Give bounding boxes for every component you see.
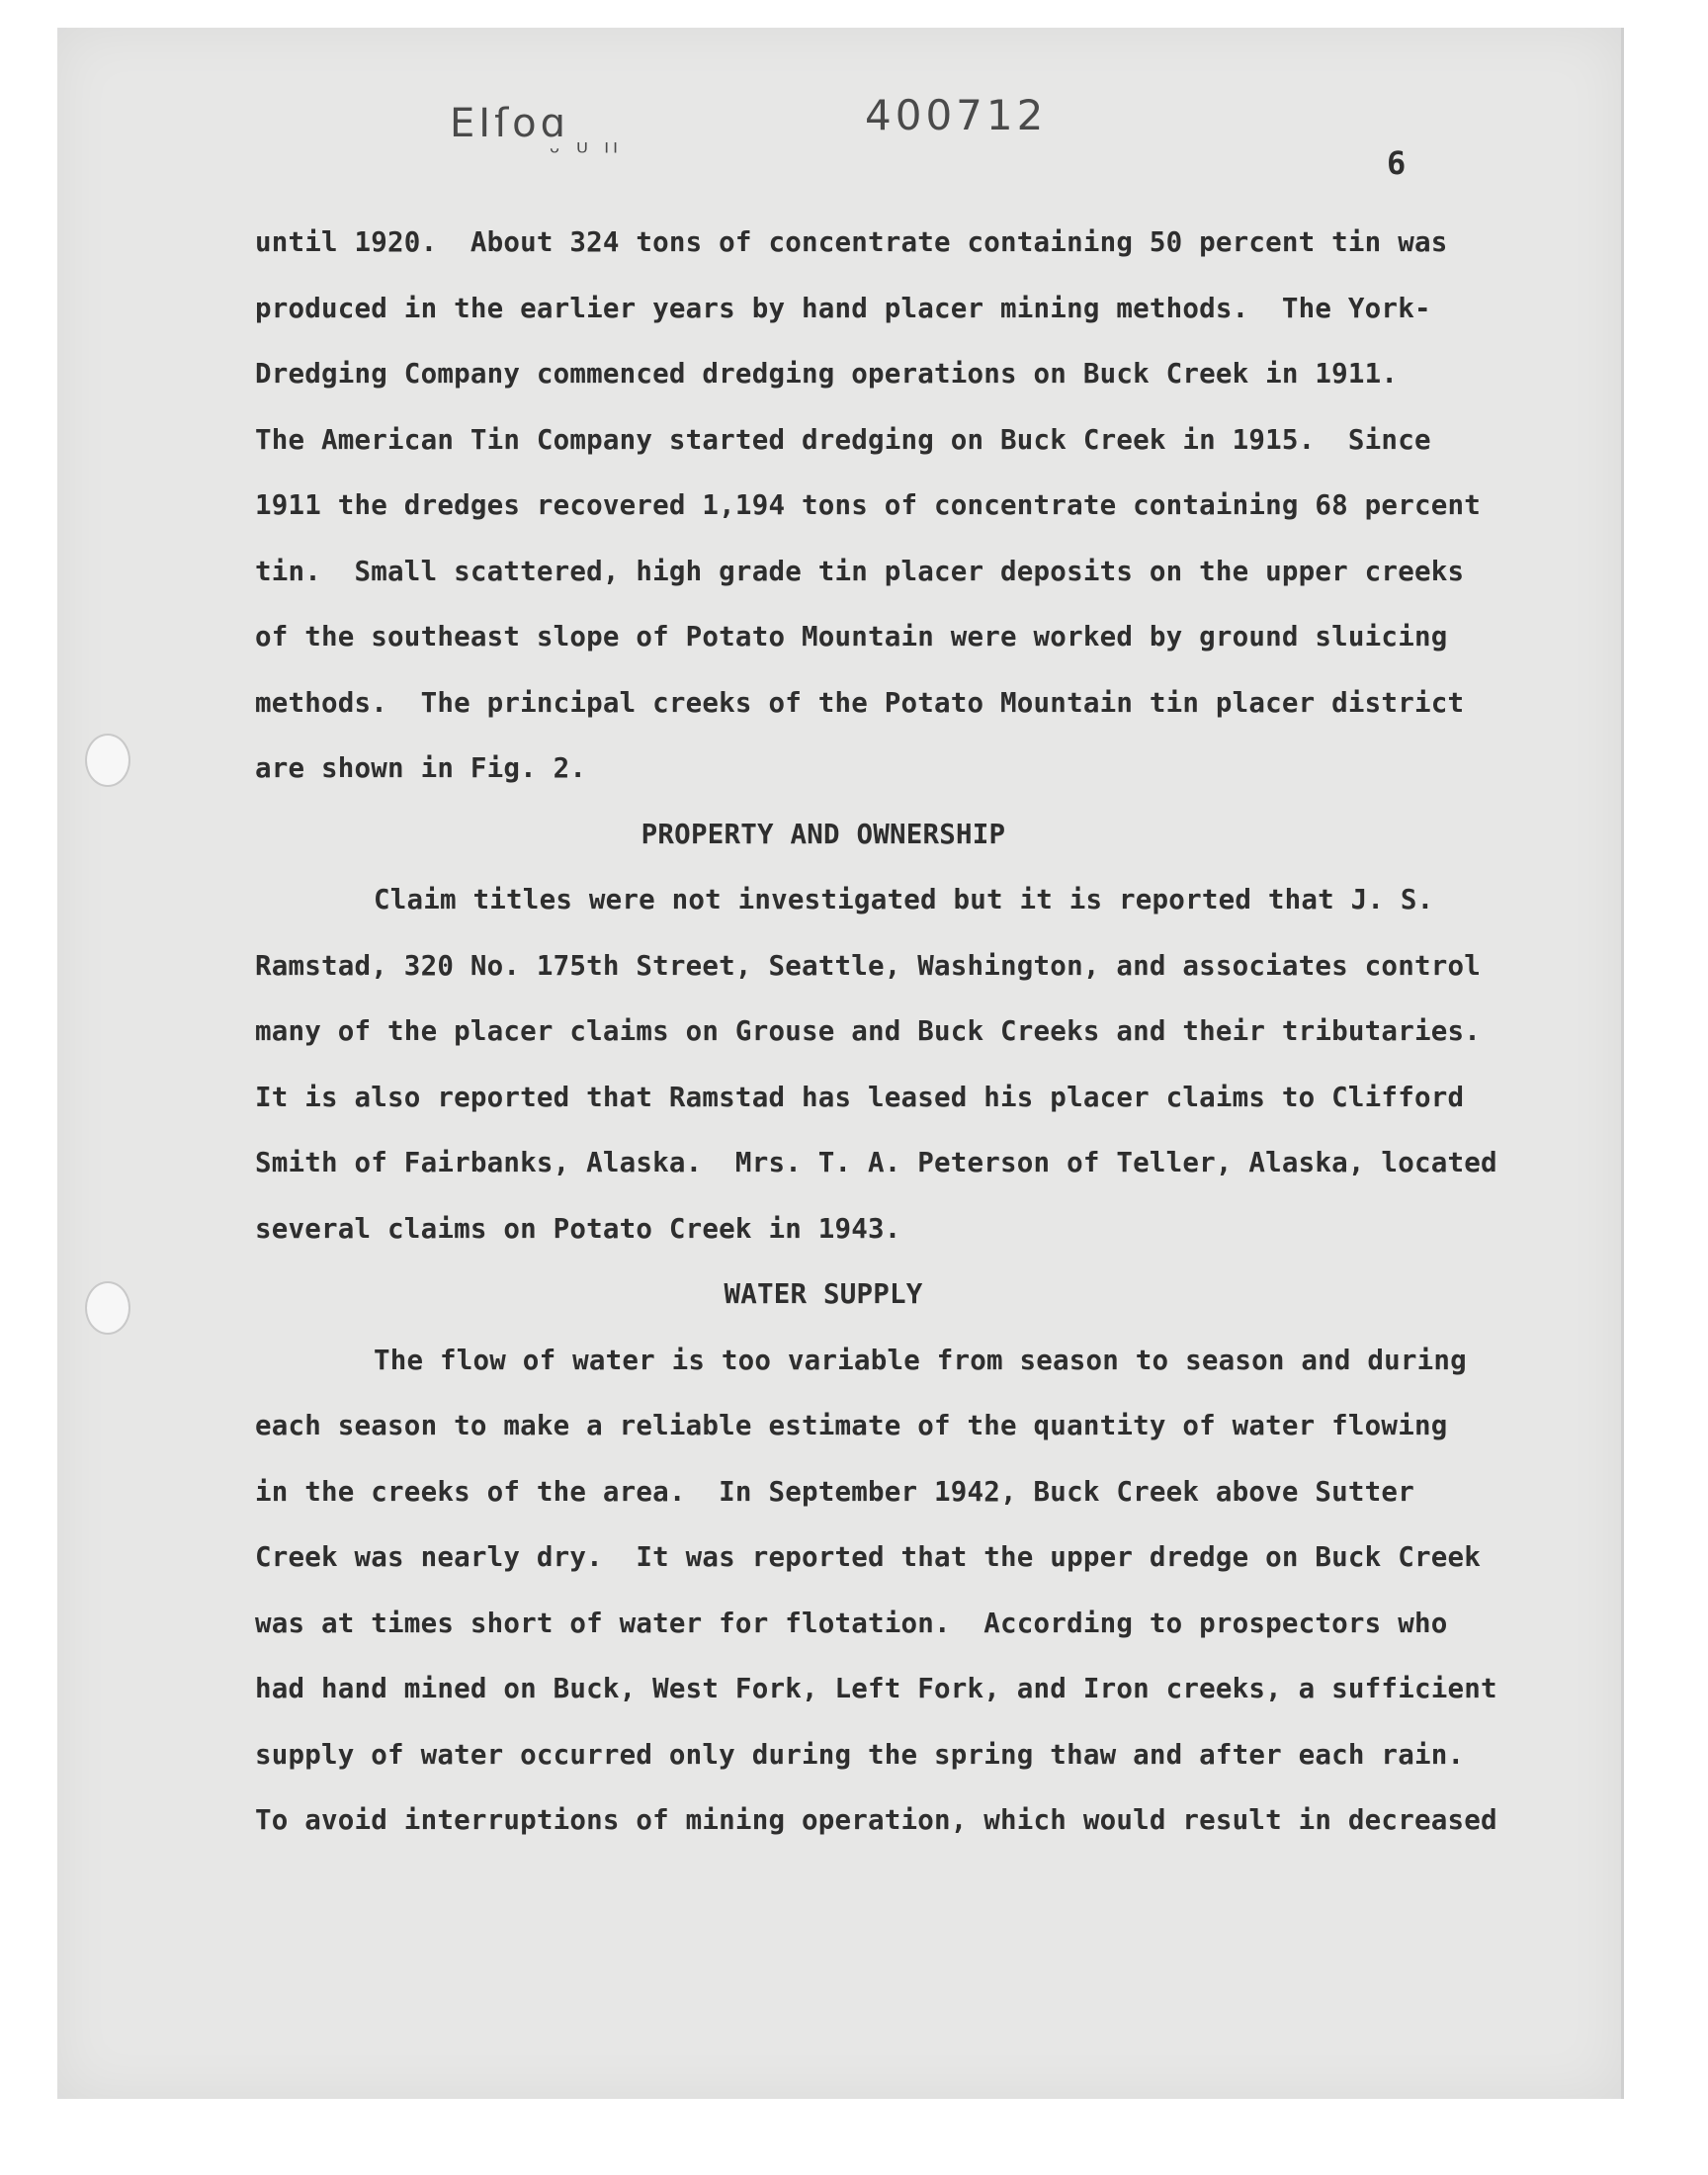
handwritten-mark-left: EIſoɑ [450, 101, 570, 146]
text-line: Dredging Company commenced dredging operations on Buck Creek in 1911. [255, 358, 1399, 390]
section-heading-water-supply: WATER SUPPLY [724, 1278, 923, 1310]
text-line: 1911 the dredges recovered 1,194 tons of concentrate containing 68 percent [255, 489, 1481, 521]
handwritten-document-number: 400712 [865, 91, 1048, 139]
text-line: tin. Small scattered, high grade tin placer deposits on the upper creeks [255, 555, 1465, 587]
text-line: Smith of Fairbanks, Alaska. Mrs. T. A. Peterson of Teller, Alaska, located [255, 1147, 1497, 1178]
text-line: several claims on Potato Creek in 1943. [255, 1212, 901, 1245]
text-line: was at times short of water for flotation. According to prospectors who [255, 1607, 1448, 1639]
punch-hole-bottom [85, 1281, 130, 1335]
paragraph-property [255, 867, 1540, 1262]
text-line: had hand mined on Buck, West Fork, Left Fork, and Iron creeks, a sufficient [255, 1673, 1497, 1704]
document-body [255, 210, 1540, 1854]
text-line: are shown in Fig. 2. [255, 752, 587, 784]
text-line: each season to make a reliable estimate of the quantity of water flowing [255, 1410, 1448, 1441]
text-line: until 1920. About 324 tons of concentrate containing 50 percent tin was [255, 226, 1448, 258]
text-line: Claim titles were not investigated but it is reported that J. S. [374, 884, 1434, 915]
paragraph-water-supply [255, 1328, 1540, 1854]
text-line: of the southeast slope of Potato Mountain were worked by ground sluicing [255, 621, 1448, 652]
paragraph-history [255, 210, 1540, 802]
text-line: supply of water occurred only during the spring thaw and after each rain. [255, 1738, 1465, 1771]
text-line: Creek was nearly dry. It was reported that the upper dredge on Buck Creek [255, 1541, 1481, 1573]
punch-hole-top [85, 734, 130, 787]
text-line: many of the placer claims on Grouse and Buck Creeks and their tributaries. [255, 1015, 1481, 1047]
section-heading-property: PROPERTY AND OWNERSHIP [640, 818, 1006, 850]
page-number: 6 [1387, 144, 1407, 182]
text-line: The flow of water is too variable from season to season and during [374, 1344, 1467, 1376]
text-line: It is also reported that Ramstad has leased his placer claims to Clifford [255, 1081, 1465, 1113]
handwritten-mark-small: ᵕ ᵁ ᴵᴵ [550, 138, 622, 168]
text-line: in the creeks of the area. In September 1942, Buck Creek above Sutter [255, 1475, 1414, 1508]
text-line: methods. The principal creeks of the Potato Mountain tin placer district [255, 686, 1465, 719]
text-line: Ramstad, 320 No. 175th Street, Seattle, Washington, and associates control [255, 949, 1481, 982]
text-line: To avoid interruptions of mining operation, which would result in decreased [255, 1804, 1497, 1836]
text-line: produced in the earlier years by hand placer mining methods. The York- [255, 292, 1431, 324]
text-line: The American Tin Company started dredging on Buck Creek in 1915. Since [255, 423, 1431, 456]
page-edge [1621, 28, 1624, 2099]
